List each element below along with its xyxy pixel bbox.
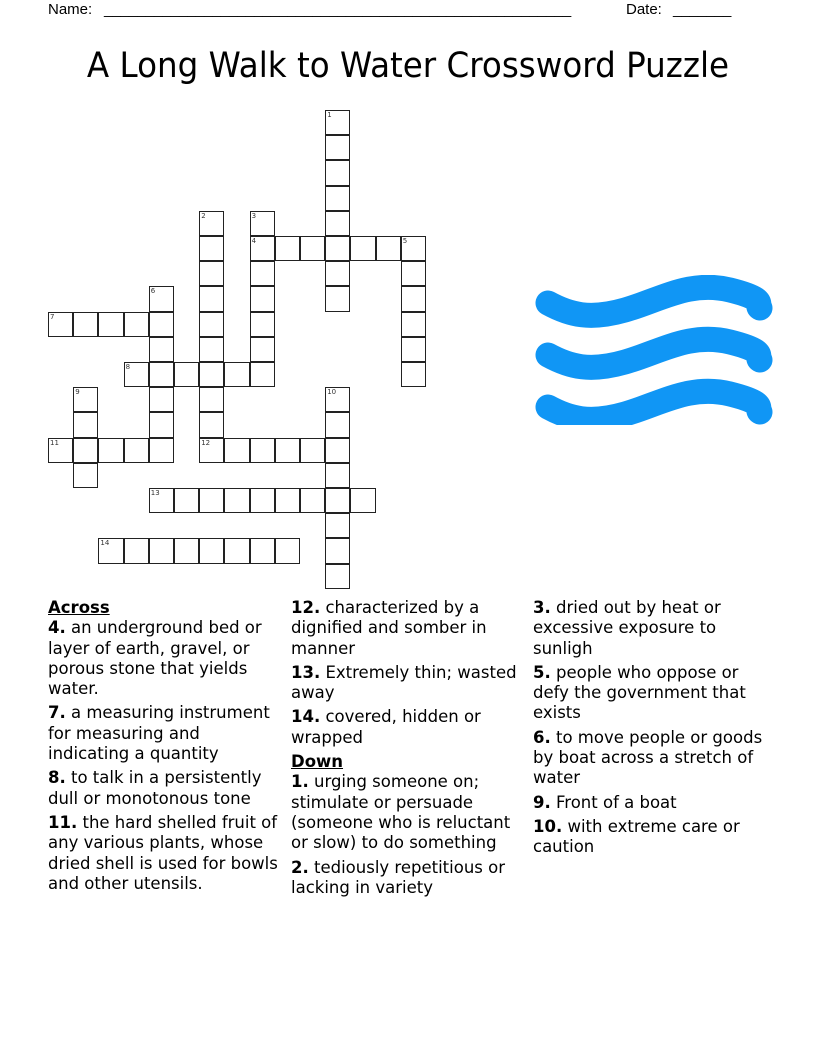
crossword-cell[interactable]: [174, 538, 199, 563]
crossword-cell[interactable]: [73, 438, 98, 463]
crossword-cell[interactable]: [199, 387, 224, 412]
clue-text: with extreme care or caution: [533, 816, 740, 857]
clue-down-6: [533, 728, 773, 789]
crossword-cell[interactable]: [73, 312, 98, 337]
crossword-cell[interactable]: [275, 438, 300, 463]
clue-text: the hard shelled fruit of any various plants, whose dried shell is used for bowls and other utensils.: [48, 812, 278, 893]
crossword-cell[interactable]: [149, 488, 174, 513]
crossword-cell[interactable]: [199, 236, 224, 261]
across-heading: Across: [48, 598, 110, 617]
clue-text: to move people or goods by boat across a stretch of water: [533, 727, 763, 788]
clue-number: 6.: [533, 727, 551, 747]
crossword-cell[interactable]: [325, 538, 350, 563]
crossword-cell[interactable]: [250, 362, 275, 387]
cell-number: 1: [327, 111, 332, 119]
clue-text: characterized by a dignified and somber in manner: [291, 598, 487, 658]
clues-column-1: [48, 598, 284, 898]
crossword-cell[interactable]: [149, 337, 174, 362]
crossword-cell[interactable]: [325, 387, 350, 412]
crossword-cell[interactable]: [325, 438, 350, 463]
cell-number: 2: [201, 211, 206, 220]
down-heading: Down: [291, 752, 344, 772]
crossword-cell[interactable]: [350, 488, 375, 513]
crossword-cell[interactable]: [149, 387, 174, 412]
cell-number: 12: [201, 438, 211, 447]
crossword-cell[interactable]: [250, 488, 275, 513]
crossword-cell[interactable]: [224, 362, 249, 387]
crossword-cell[interactable]: [98, 312, 123, 337]
crossword-cell[interactable]: [98, 538, 123, 563]
clue-text: tediously repetitious or lacking in variety: [291, 857, 505, 897]
date-label: Date:: [626, 1, 662, 18]
crossword-cell[interactable]: [149, 286, 174, 311]
crossword-cell[interactable]: [199, 286, 224, 311]
cell-number: 10: [327, 388, 337, 397]
crossword-cell[interactable]: [224, 488, 249, 513]
crossword-cell[interactable]: [149, 538, 174, 563]
crossword-cell[interactable]: [401, 261, 426, 286]
crossword-cell[interactable]: [199, 261, 224, 286]
crossword-cell[interactable]: [325, 211, 350, 236]
crossword-cell[interactable]: [401, 312, 426, 337]
clue-number: 1.: [291, 772, 309, 792]
crossword-cell[interactable]: [300, 438, 325, 463]
crossword-cell[interactable]: [325, 412, 350, 437]
crossword-cell[interactable]: [149, 362, 174, 387]
crossword-cell[interactable]: [124, 538, 149, 563]
clues-column-3: [533, 598, 773, 862]
crossword-cell[interactable]: [250, 312, 275, 337]
crossword-cell[interactable]: [325, 463, 350, 488]
clue-across-14: [291, 707, 523, 748]
clue-text: to talk in a persistently dull or monotonous tone: [48, 768, 262, 808]
crossword-cell[interactable]: [73, 412, 98, 437]
crossword-cell[interactable]: [250, 236, 275, 261]
crossword-cell[interactable]: [325, 564, 350, 589]
clue-across-7: [48, 703, 284, 764]
crossword-cell[interactable]: [275, 236, 300, 261]
clue-down-10: [533, 817, 773, 858]
crossword-cell[interactable]: [401, 236, 426, 261]
clue-down-9: [533, 793, 773, 813]
crossword-cell[interactable]: [48, 438, 73, 463]
cell-number: 7: [50, 312, 55, 321]
clue-number: 5.: [533, 662, 551, 682]
crossword-cell[interactable]: [325, 488, 350, 513]
crossword-cell[interactable]: [325, 135, 350, 160]
crossword-cell[interactable]: [199, 362, 224, 387]
clue-number: 3.: [533, 598, 551, 617]
crossword-cell[interactable]: [124, 362, 149, 387]
crossword-cell[interactable]: [224, 538, 249, 563]
clue-number: 10.: [533, 816, 563, 836]
clue-number: 13.: [291, 662, 321, 682]
cell-number: 14: [100, 539, 110, 548]
crossword-cell[interactable]: [325, 513, 350, 538]
clue-number: 4.: [48, 618, 66, 638]
clue-text: Extremely thin; wasted away: [291, 662, 517, 703]
crossword-cell[interactable]: [250, 438, 275, 463]
crossword-cell[interactable]: [325, 160, 350, 185]
crossword-cell[interactable]: [401, 337, 426, 362]
crossword-cell[interactable]: [199, 312, 224, 337]
crossword-cell[interactable]: [149, 312, 174, 337]
header-line: [48, 0, 748, 20]
crossword-cell[interactable]: [149, 412, 174, 437]
crossword-cell[interactable]: [350, 236, 375, 261]
clue-number: 12.: [291, 598, 321, 617]
clue-text: an underground bed or layer of earth, gravel, or porous stone that yields water.: [48, 618, 262, 699]
page-title: A Long Walk to Water Crossword Puzzle: [86, 46, 730, 86]
crossword-cell[interactable]: [124, 438, 149, 463]
crossword-cell[interactable]: [401, 286, 426, 311]
crossword-cell[interactable]: [199, 538, 224, 563]
cell-number: 13: [150, 489, 160, 497]
clue-text: dried out by heat or excessive exposure to sunligh: [533, 598, 721, 658]
crossword-cell[interactable]: [325, 261, 350, 286]
crossword-cell[interactable]: [250, 538, 275, 563]
clues-column-2: [291, 598, 523, 902]
name-label: Name:: [48, 1, 93, 18]
clue-text: a measuring instrument for measuring and indicating a quantity: [48, 703, 270, 764]
clue-across-4: [48, 618, 284, 699]
cell-number: 4: [251, 237, 257, 245]
cell-number: 8: [125, 363, 131, 371]
crossword-cell[interactable]: [275, 538, 300, 563]
clue-text: people who oppose or defy the government that exists: [533, 662, 746, 723]
crossword-cell[interactable]: [199, 337, 224, 362]
crossword-cell[interactable]: [250, 337, 275, 362]
clue-number: 8.: [48, 768, 66, 788]
clue-across-13: [291, 663, 523, 704]
crossword-cell[interactable]: [199, 438, 224, 463]
clue-down-3: [533, 598, 773, 659]
crossword-cell[interactable]: [199, 412, 224, 437]
crossword-cell[interactable]: [48, 312, 73, 337]
crossword-cell[interactable]: [174, 488, 199, 513]
crossword-cell[interactable]: [401, 362, 426, 387]
clue-number: 14.: [291, 707, 321, 727]
crossword-cell[interactable]: [325, 286, 350, 311]
crossword-cell[interactable]: [250, 286, 275, 311]
clue-number: 7.: [48, 703, 66, 723]
water-waves-icon: [530, 275, 775, 425]
crossword-cell[interactable]: [275, 488, 300, 513]
clue-across-11: [48, 813, 284, 894]
clue-across-8: [48, 768, 284, 809]
clue-text: Front of a boat: [550, 792, 677, 812]
name-field[interactable]: ________________________________________________________: [104, 1, 572, 18]
crossword-cell[interactable]: [98, 438, 123, 463]
crossword-cell[interactable]: [174, 362, 199, 387]
crossword-cell[interactable]: [149, 438, 174, 463]
clue-number: 11.: [48, 812, 78, 832]
clue-across-12: [291, 598, 523, 659]
crossword-cell[interactable]: [325, 110, 350, 135]
crossword-cell[interactable]: [300, 488, 325, 513]
crossword-cell[interactable]: [224, 438, 249, 463]
cell-number: 9: [75, 388, 80, 397]
crossword-cell[interactable]: [73, 463, 98, 488]
clue-down-1: [291, 772, 523, 853]
crossword-cell[interactable]: [199, 488, 224, 513]
crossword-cell[interactable]: [199, 211, 224, 236]
crossword-grid: [48, 110, 428, 590]
date-field[interactable]: _______: [673, 1, 732, 18]
crossword-cell[interactable]: [250, 211, 275, 236]
crossword-cell[interactable]: [73, 387, 98, 412]
cell-number: 6: [150, 287, 156, 296]
crossword-cell[interactable]: [250, 261, 275, 286]
crossword-cell[interactable]: [376, 236, 401, 261]
crossword-cell[interactable]: [300, 236, 325, 261]
crossword-cell[interactable]: [124, 312, 149, 337]
clue-text: covered, hidden or wrapped: [291, 707, 481, 747]
cell-number: 5: [402, 237, 408, 245]
clue-number: 2.: [291, 857, 309, 877]
clue-down-2: [291, 858, 523, 899]
clue-down-5: [533, 663, 773, 724]
crossword-cell[interactable]: [325, 186, 350, 211]
crossword-cell[interactable]: [325, 236, 350, 261]
cell-number: 11: [50, 438, 59, 447]
clue-text: urging someone on; stimulate or persuade (someone who is reluctant or slow) to do something: [291, 772, 511, 853]
clue-number: 9.: [533, 792, 551, 812]
cell-number: 3: [251, 211, 257, 220]
